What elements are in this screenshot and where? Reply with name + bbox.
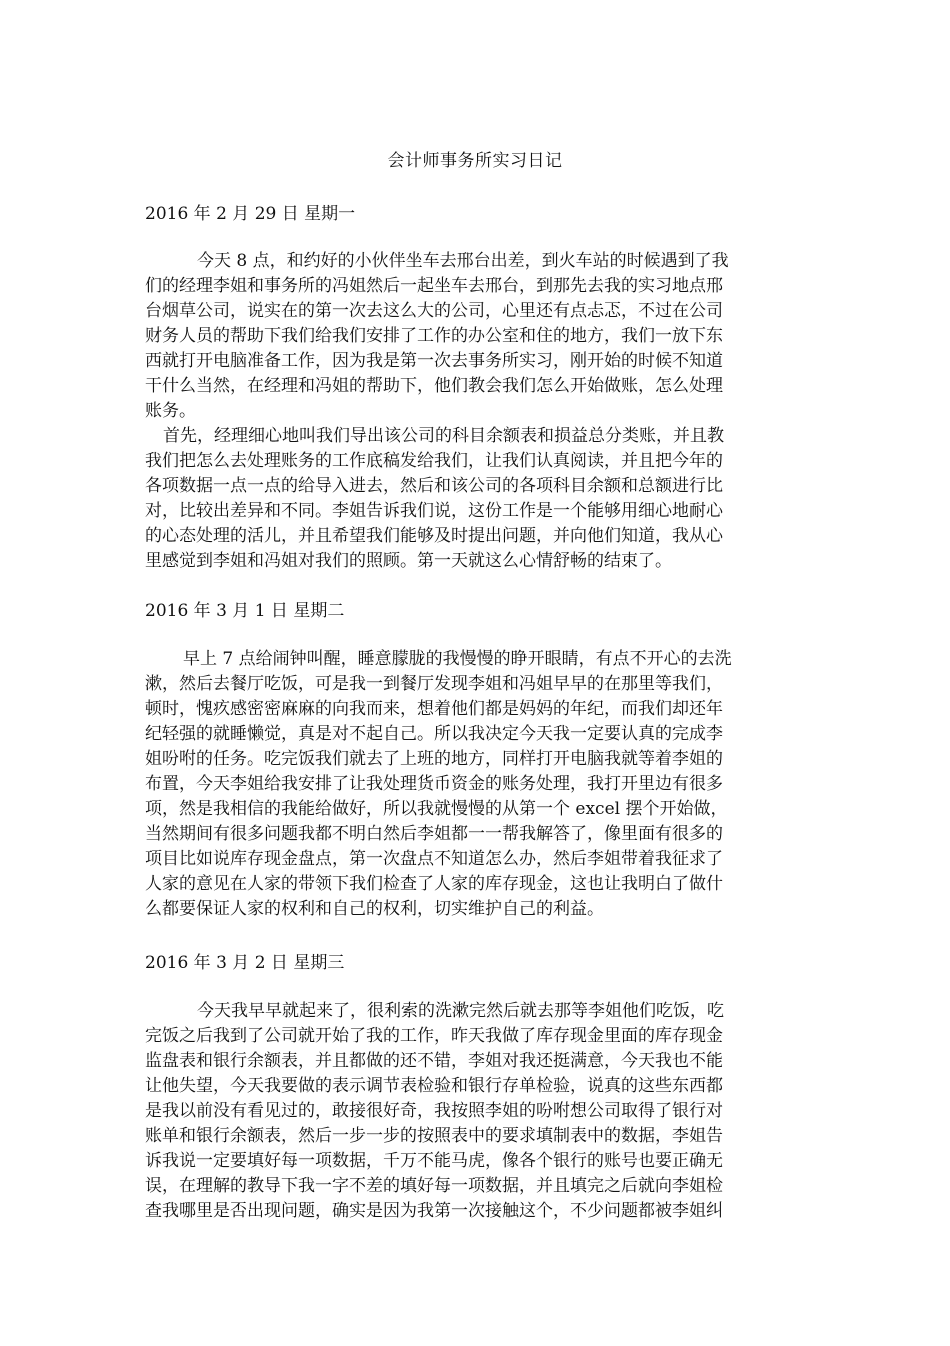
paragraph-line: 项，然是我相信的我能给做好，所以我就慢慢的从第一个 excel 摆个开始做， <box>145 799 728 819</box>
paragraph-line: 让他失望，今天我要做的表示调节表检验和银行存单检验，说真的这些东西都 <box>145 1076 723 1096</box>
paragraph-line: 布置，今天李姐给我安排了让我处理货币资金的账务处理，我打开里边有很多 <box>145 774 723 794</box>
entry-paragraph <box>145 249 805 424</box>
paragraph-line: 诉我说一定要填好每一项数据，千万不能马虎，像各个银行的账号也要正确无 <box>145 1151 723 1171</box>
paragraph-line: 干什么当然，在经理和冯姐的帮助下，他们教会我们怎么开始做账，怎么处理 <box>145 376 723 396</box>
paragraph-line: 监盘表和银行余额表，并且都做的还不错，李姐对我还挺满意，今天我也不能 <box>145 1051 723 1071</box>
entry-paragraph <box>145 999 805 1224</box>
paragraph-line: 查我哪里是否出现问题，确实是因为我第一次接触这个，不少问题都被李姐纠 <box>145 1201 723 1221</box>
paragraph-line: 各项数据一点一点的给导入进去，然后和该公司的各项科目余额和总额进行比 <box>145 476 723 496</box>
paragraph-line: 首先，经理细心地叫我们导出该公司的科目余额表和损益总分类账，并且教 <box>163 426 724 446</box>
paragraph-line: 完饭之后我到了公司就开始了我的工作，昨天我做了库存现金里面的库存现金 <box>145 1026 723 1046</box>
entry-paragraph <box>145 424 805 574</box>
paragraph-line: 里感觉到李姐和冯姐对我们的照顾。第一天就这么心情舒畅的结束了。 <box>145 551 672 571</box>
paragraph-line: 是我以前没有看见过的，敢接很好奇，我按照李姐的吩咐想公司取得了银行对 <box>145 1101 723 1121</box>
paragraph-line: 人家的意见在人家的带领下我们检查了人家的库存现金，这也让我明白了做什 <box>145 874 723 894</box>
paragraph-line: 我们把怎么去处理账务的工作底稿发给我们，让我们认真阅读，并且把今年的 <box>145 451 723 471</box>
paragraph-line: 顿时，愧疚感密密麻麻的向我而来，想着他们都是妈妈的年纪，而我们却还年 <box>145 699 723 719</box>
paragraph-line: 纪轻强的就睡懒觉，真是对不起自己。所以我决定今天我一定要认真的完成李 <box>145 724 723 744</box>
entry-paragraph <box>145 647 805 922</box>
paragraph-line: 今天我早早就起来了，很利索的洗漱完然后就去那等李姐他们吃饭，吃 <box>197 1001 724 1021</box>
paragraph-line: 西就打开电脑准备工作，因为我是第一次去事务所实习，刚开始的时候不知道 <box>145 351 723 371</box>
paragraph-line: 们的经理李姐和事务所的冯姐然后一起坐车去邢台，到那先去我的实习地点邢 <box>145 276 723 296</box>
paragraph-line: 项目比如说库存现金盘点，第一次盘点不知道怎么办，然后李姐带着我征求了 <box>145 849 723 869</box>
paragraph-line: 漱，然后去餐厅吃饭，可是我一到餐厅发现李姐和冯姐早早的在那里等我们， <box>145 674 723 694</box>
paragraph-line: 财务人员的帮助下我们给我们安排了工作的办公室和住的地方，我们一放下东 <box>145 326 723 346</box>
paragraph-line: 误，在理解的教导下我一字不差的填好每一项数据，并且填完之后就向李姐检 <box>145 1176 723 1196</box>
entry-date: 2016 年 3 月 1 日 星期二 <box>145 601 345 621</box>
paragraph-line: 么都要保证人家的权利和自己的权利，切实维护自己的利益。 <box>145 899 604 919</box>
paragraph-line: 对，比较出差异和不同。李姐告诉我们说，这份工作是一个能够用细心地耐心 <box>145 501 723 521</box>
paragraph-line: 台烟草公司，说实在的第一次去这么大的公司，心里还有点忐忑，不过在公司 <box>145 301 723 321</box>
entry-date: 2016 年 2 月 29 日 星期一 <box>145 204 356 224</box>
paragraph-line: 账单和银行余额表，然后一步一步的按照表中的要求填制表中的数据，李姐告 <box>145 1126 723 1146</box>
document-title: 会计师事务所实习日记 <box>387 151 563 171</box>
paragraph-line: 当然期间有很多问题我都不明白然后李姐都一一帮我解答了，像里面有很多的 <box>145 824 723 844</box>
paragraph-line: 的心态处理的活儿，并且希望我们能够及时提出问题，并向他们知道，我从心 <box>145 526 723 546</box>
paragraph-line: 账务。 <box>145 401 196 421</box>
paragraph-line: 今天 8 点，和约好的小伙伴坐车去邢台出差，到火车站的时候遇到了我 <box>197 251 729 271</box>
paragraph-line: 早上 7 点给闹钟叫醒，睡意朦胧的我慢慢的睁开眼睛，有点不开心的去洗 <box>183 649 732 669</box>
paragraph-line: 姐吩咐的任务。吃完饭我们就去了上班的地方，同样打开电脑我就等着李姐的 <box>145 749 723 769</box>
entry-date: 2016 年 3 月 2 日 星期三 <box>145 953 345 973</box>
